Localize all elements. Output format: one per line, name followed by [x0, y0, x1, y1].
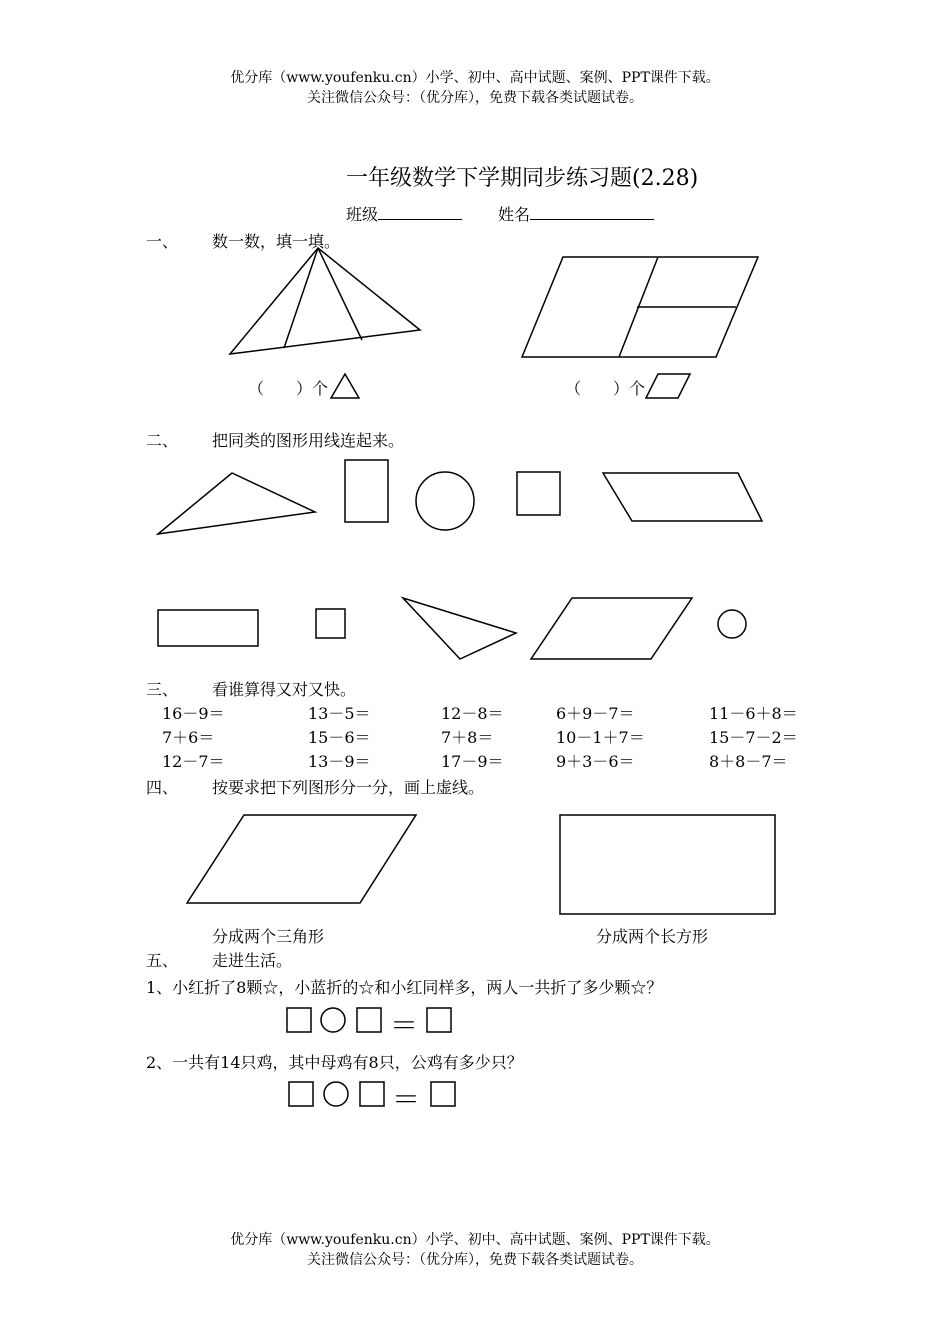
square-shape-top[interactable] — [517, 472, 560, 515]
section-1-heading: 数一数，填一填。 — [212, 232, 341, 251]
calc-3-2: 13－9＝ — [308, 752, 371, 771]
equals-sign-1: ＝ — [390, 1009, 419, 1042]
header-line-1: 优分库（www.youfenku.cn）小学、初中、高中试题、案例、PPT课件下载。 — [230, 70, 720, 86]
parallelogram-shape-bottom[interactable] — [531, 598, 692, 659]
q2-box-2[interactable] — [360, 1082, 384, 1106]
calc-1-3: 12－8＝ — [441, 704, 504, 723]
q1-box-1[interactable] — [287, 1008, 311, 1032]
header-line-2: 关注微信公众号：（优分库），免费下载各类试题试卷。 — [307, 90, 643, 106]
name-label-text: 姓名 — [498, 205, 531, 224]
q1-operator-circle[interactable] — [321, 1008, 345, 1032]
calc-1-2: 13－5＝ — [308, 704, 371, 723]
caption-two-triangles: 分成两个三角形 — [212, 927, 325, 946]
calc-1-4: 6＋9－7＝ — [556, 704, 635, 723]
small-parallelogram-icon — [646, 374, 690, 398]
parallelogram-count-figure — [522, 257, 758, 357]
circle-shape-top[interactable] — [416, 472, 474, 530]
square-shape-bottom[interactable] — [316, 609, 345, 638]
calc-2-2: 15－6＝ — [308, 728, 371, 747]
triangle-shape-top[interactable] — [158, 473, 315, 534]
section-1-number: 一、 — [146, 232, 179, 251]
calc-3-5: 8＋8－7＝ — [709, 752, 788, 771]
rectangle-to-divide[interactable] — [560, 815, 775, 914]
equals-sign-2: ＝ — [392, 1083, 421, 1116]
count-triangles-answer[interactable]: （ ）个 — [248, 379, 329, 398]
calc-3-3: 17－9＝ — [441, 752, 504, 771]
rectangle-shape-top[interactable] — [345, 460, 388, 522]
parallelogram-to-divide[interactable] — [187, 815, 416, 903]
calc-3-1: 12－7＝ — [162, 752, 225, 771]
section-2-number: 二、 — [146, 431, 179, 450]
triangle-count-figure — [230, 248, 420, 354]
section-4-number: 四、 — [146, 778, 179, 797]
question-2: 2、一共有14只鸡，其中母鸡有8只，公鸡有多少只？ — [146, 1053, 523, 1072]
q2-box-1[interactable] — [289, 1082, 313, 1106]
q1-box-answer[interactable] — [427, 1008, 451, 1032]
calc-2-1: 7＋6＝ — [162, 728, 215, 747]
calc-2-5: 15－7－2＝ — [709, 728, 798, 747]
class-label-text: 班级 — [346, 205, 379, 224]
circle-shape-bottom[interactable] — [718, 610, 746, 638]
calc-2-3: 7＋8＝ — [441, 728, 494, 747]
page-title: 一年级数学下学期同步练习题(2.28) — [346, 166, 699, 191]
triangle-shape-bottom[interactable] — [403, 598, 516, 659]
footer-line-2: 关注微信公众号：（优分库），免费下载各类试题试卷。 — [307, 1252, 643, 1268]
q2-box-answer[interactable] — [431, 1082, 455, 1106]
section-5-heading: 走进生活。 — [212, 951, 293, 970]
calc-3-4: 9＋3－6＝ — [556, 752, 635, 771]
section-4-heading: 按要求把下列图形分一分，画上虚线。 — [212, 778, 485, 797]
section-5-number: 五、 — [146, 951, 179, 970]
small-triangle-icon — [331, 374, 359, 398]
section-2-heading: 把同类的图形用线连起来。 — [212, 431, 405, 450]
count-parallelograms-answer[interactable]: （ ）个 — [565, 379, 646, 398]
section-3-number: 三、 — [146, 680, 179, 699]
rectangle-shape-bottom[interactable] — [158, 610, 258, 646]
calc-1-5: 11－6＋8＝ — [709, 704, 798, 723]
q1-box-2[interactable] — [357, 1008, 381, 1032]
section-3-heading: 看谁算得又对又快。 — [212, 680, 357, 699]
parallelogram-shape-top[interactable] — [603, 473, 762, 521]
calc-1-1: 16－9＝ — [162, 704, 225, 723]
calc-2-4: 10－1＋7＝ — [556, 728, 645, 747]
caption-two-rectangles: 分成两个长方形 — [596, 927, 709, 946]
question-1: 1、小红折了8颗☆，小蓝折的☆和小红同样多，两人一共折了多少颗☆？ — [146, 978, 663, 997]
footer-line-1: 优分库（www.youfenku.cn）小学、初中、高中试题、案例、PPT课件下载。 — [230, 1232, 720, 1248]
q2-operator-circle[interactable] — [324, 1082, 348, 1106]
